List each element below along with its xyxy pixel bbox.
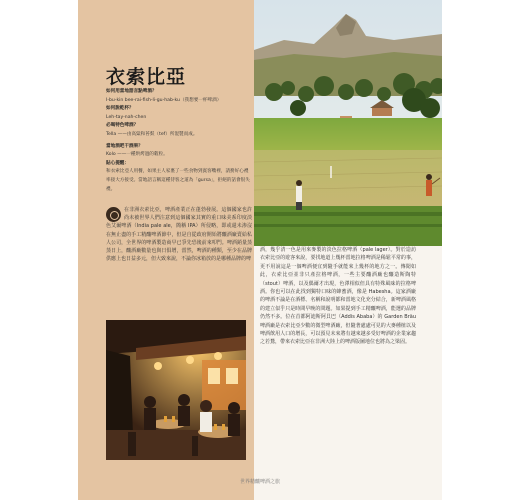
intro-paragraph [106, 206, 252, 263]
page-title: 衣索比亞 [106, 66, 187, 88]
phrase-question: 如何說乾杯？ [106, 106, 134, 112]
body-text-right: 酒，幾乎清一色是用來麥製的淡色拉格啤酒（pale lager）。對於造訪衣索比亞的遊客來說，要找地道上幾杯當地拉格啤酒是稀鬆平常的事，更不用說這是一個啤酒便宜到隨手就能來上幾杯的地方之一。傳聞如此，衣索比亞並非只產拉格啤酒，一些主要釀酒廠也釀造斯陶特（stout）啤酒，以及偶爾才出現，色澤相似但具有特殊風味的拉格啤酒。你也可以在此找到獨特口味的蜂蜜酒，像是 Habesha。這家酒廠的啤酒不論是在酒標、名稱和說明都和當地文化充分結合，新啤酒風格的建立似乎只是時間早晚的問題。如果提到手工精釀啤酒，能選的品牌仍然不多。位在首都阿迪斯阿貝巴（Addis Ababa）的 Garden Bräu 啤酒廠是衣索比亞少數的微型啤酒廠，但隨著處處可見的大麥種植以及啤酒飲用人口的增長，可以預見未來將有越來越多受好啤酒的企業家趨之若鶩，帶來衣索比亞在非洲大陸上的啤酒版圖地位也將為之梁固。 [260, 247, 416, 346]
book-page [78, 0, 442, 500]
phrase-answer: Leh-tay-nah-chen [106, 114, 147, 120]
page-footer: 世界精釀啤酒之旅 [239, 479, 280, 485]
phrase-answer: Tella ——由高粱和苔麩（tef）所混製而成。 [106, 131, 198, 137]
phrase-list [106, 88, 250, 194]
intro-text: 在非洲衣索比亞，啤酒產業正在蓬勃發展。這個國家也許尚未被世界人們注意到這個國家其實的重口味美系印度淡色艾爾啤酒（India pale ale，簡稱 IPA）所侵略，即或還未渗沒在無止盡的手工精釀啤酒節中，但是自從政府開始將釀酒廠賣給私人公司，全世界的啤酒製造商早已爭先恐後前來叩門。啤酒銷量蒸蒸日上，釀酒廠數量也與日俱增，當然，啤酒的種類，至少在品牌供應上也日益多元，但大致來說，不論你冰箱放的是哪種品牌的啤 [106, 207, 252, 263]
pub-photo [106, 320, 246, 460]
phrase-question: 必喝特色啤酒？ [106, 123, 139, 129]
beer-mug-emblem-icon [106, 207, 121, 222]
phrase-answer: 和衣索比亞人用餐，如果主人家裏了一些食物到賓客嘴裡，請務好心禮率接大方接受。當地語言稱這種待客之道為「gursa」，拒絕的話會很失禮。 [106, 169, 250, 192]
phrase-answer: Kolo ——一種烘烤過的穀粒。 [106, 152, 168, 158]
phrase-question: 當地酒吧干酒果？ [106, 143, 143, 149]
highlands-photo [254, 0, 442, 246]
phrase-question: 如何用當地語言點啤酒？ [106, 89, 157, 94]
phrase-question: 貼心提醒： [106, 160, 129, 166]
phrase-answer: I-bu-kin bee-rai-fish-li-gu-hab-ku（我想要一杯啤酒） [106, 97, 222, 103]
highlands-illustration [254, 0, 442, 246]
pub-illustration [106, 320, 246, 460]
